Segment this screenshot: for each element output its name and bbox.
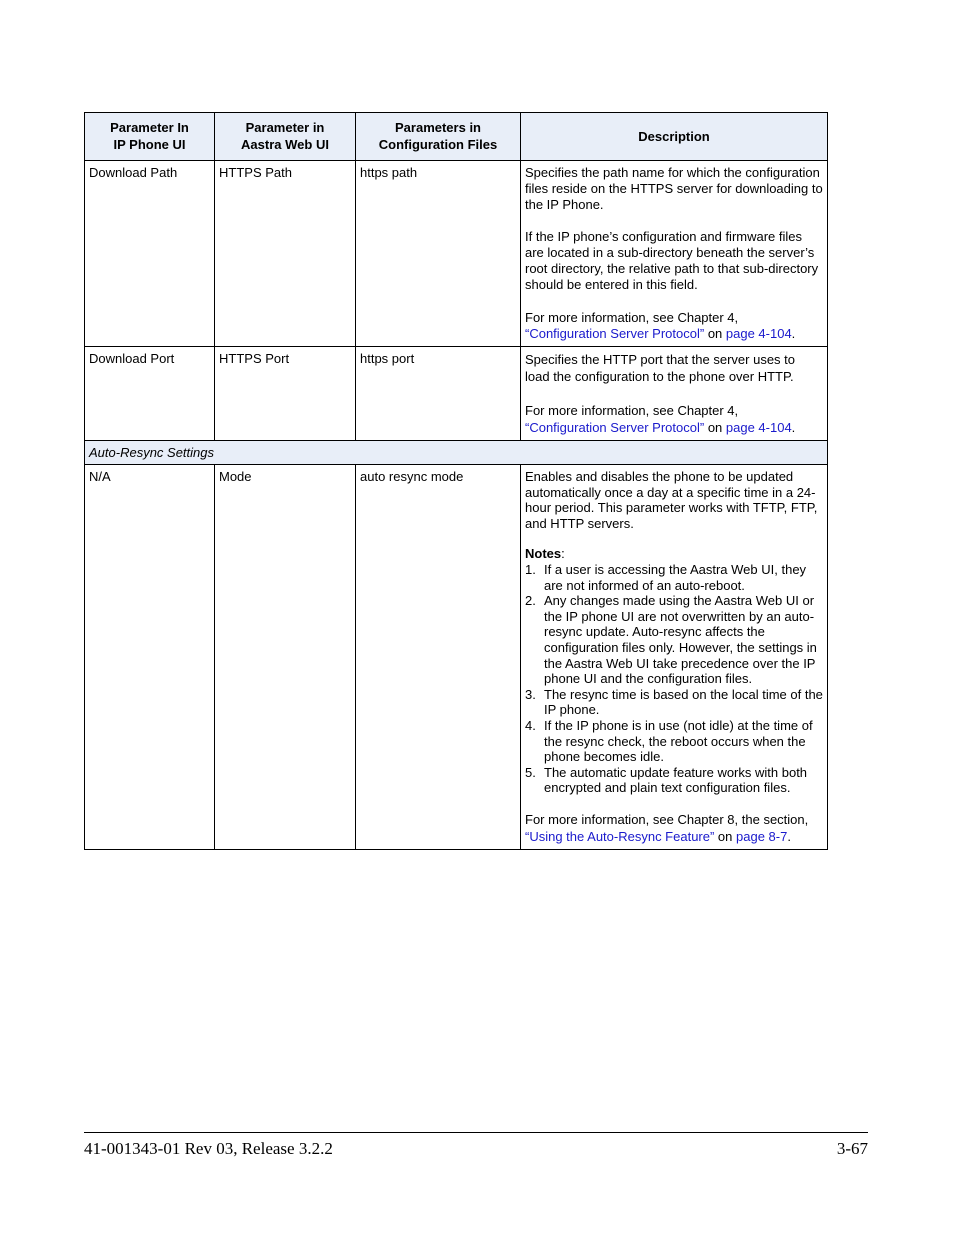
cell-ip-phone-ui: N/A — [85, 465, 215, 850]
footer-page-number: 3-67 — [836, 1139, 868, 1158]
section-row — [85, 441, 828, 465]
cell-ip-phone-ui: Download Port — [85, 347, 215, 441]
list-item: 5. The automatic update feature works with both encrypted and plain text configuration files. — [525, 764, 808, 796]
cell-description — [521, 465, 828, 850]
cell-web-ui: HTTPS Port — [215, 347, 356, 441]
more-info: For more information, see Chapter 8, the section, “Using the Auto-Resync Feature” on page 8-7. — [525, 811, 809, 844]
description-text: Enables and disables the phone to be updated automatically once a day at a specific time in a 24-hour period. This parameter works with TFTP, FTP, and HTTP servers. — [525, 469, 818, 531]
header-configuration-files: Parameters in Configuration Files — [356, 113, 521, 161]
page-8-7-link[interactable]: page 8-7 — [736, 828, 788, 844]
list-item: 3. The resync time is based on the local time of the IP phone. — [525, 686, 823, 718]
table-row — [85, 465, 828, 850]
cell-ip-phone-ui: Download Path — [85, 161, 215, 347]
list-item: 4. If the IP phone is in use (not idle) at the time of the resync check, the reboot occurs when the phone becomes idle. — [525, 717, 813, 765]
cell-config-file: auto resync mode — [356, 465, 521, 850]
cell-web-ui: Mode — [215, 465, 356, 850]
cell-description — [521, 347, 828, 441]
notes-heading: Notes: — [525, 546, 565, 562]
header-description: Description — [521, 113, 828, 161]
table-row — [85, 161, 828, 347]
list-item: 2. Any changes made using the Aastra Web UI or the IP phone UI are not overwritten by an auto-resync update. Auto-resync affects the configuration files only. However, the settings in the Aastra Web UI take precedence over the IP phone UI and the configuration files. — [525, 593, 817, 687]
config-server-protocol-link[interactable]: “Configuration Server Protocol” — [525, 420, 705, 435]
more-info: For more information, see Chapter 4, “Configuration Server Protocol” on page 4-104. — [525, 403, 796, 435]
description-text: Specifies the path name for which the configuration files reside on the HTTPS server for downloading to the IP Phone. — [525, 165, 823, 212]
page-4-104-link[interactable]: page 4-104 — [725, 326, 792, 341]
table-row — [85, 347, 828, 441]
cell-config-file: https path — [356, 161, 521, 347]
more-info: For more information, see Chapter 4, “Configuration Server Protocol” on page 4-104. — [525, 310, 796, 341]
footer-doc-id: 41-001343-01 Rev 03, Release 3.2.2 — [84, 1139, 333, 1158]
footer-divider — [84, 1132, 868, 1133]
header-aastra-web-ui: Parameter in Aastra Web UI — [215, 113, 356, 161]
table-header-row — [85, 113, 828, 161]
using-auto-resync-feature-link[interactable]: “Using the Auto-Resync Feature” — [525, 828, 715, 844]
header-ip-phone-ui: Parameter In IP Phone UI — [85, 113, 215, 161]
notes-list — [525, 562, 823, 796]
cell-web-ui: HTTPS Path — [215, 161, 356, 347]
description-text: Specifies the HTTP port that the server uses to load the configuration to the phone over HTTP. — [525, 352, 795, 384]
cell-config-file: https port — [356, 347, 521, 441]
cell-description — [521, 161, 828, 347]
description-text: If the IP phone’s configuration and firmware files are located in a sub-directory beneath the server’s root directory, the relative path to that sub-directory should be entered in this field. — [525, 229, 819, 292]
list-item: 1. If a user is accessing the Aastra Web UI, they are not informed of an auto-reboot. — [525, 561, 807, 593]
page-4-104-link[interactable]: page 4-104 — [725, 420, 792, 435]
parameters-table — [84, 112, 828, 850]
section-title: Auto-Resync Settings — [85, 441, 828, 465]
config-server-protocol-link[interactable]: “Configuration Server Protocol” — [525, 326, 705, 341]
